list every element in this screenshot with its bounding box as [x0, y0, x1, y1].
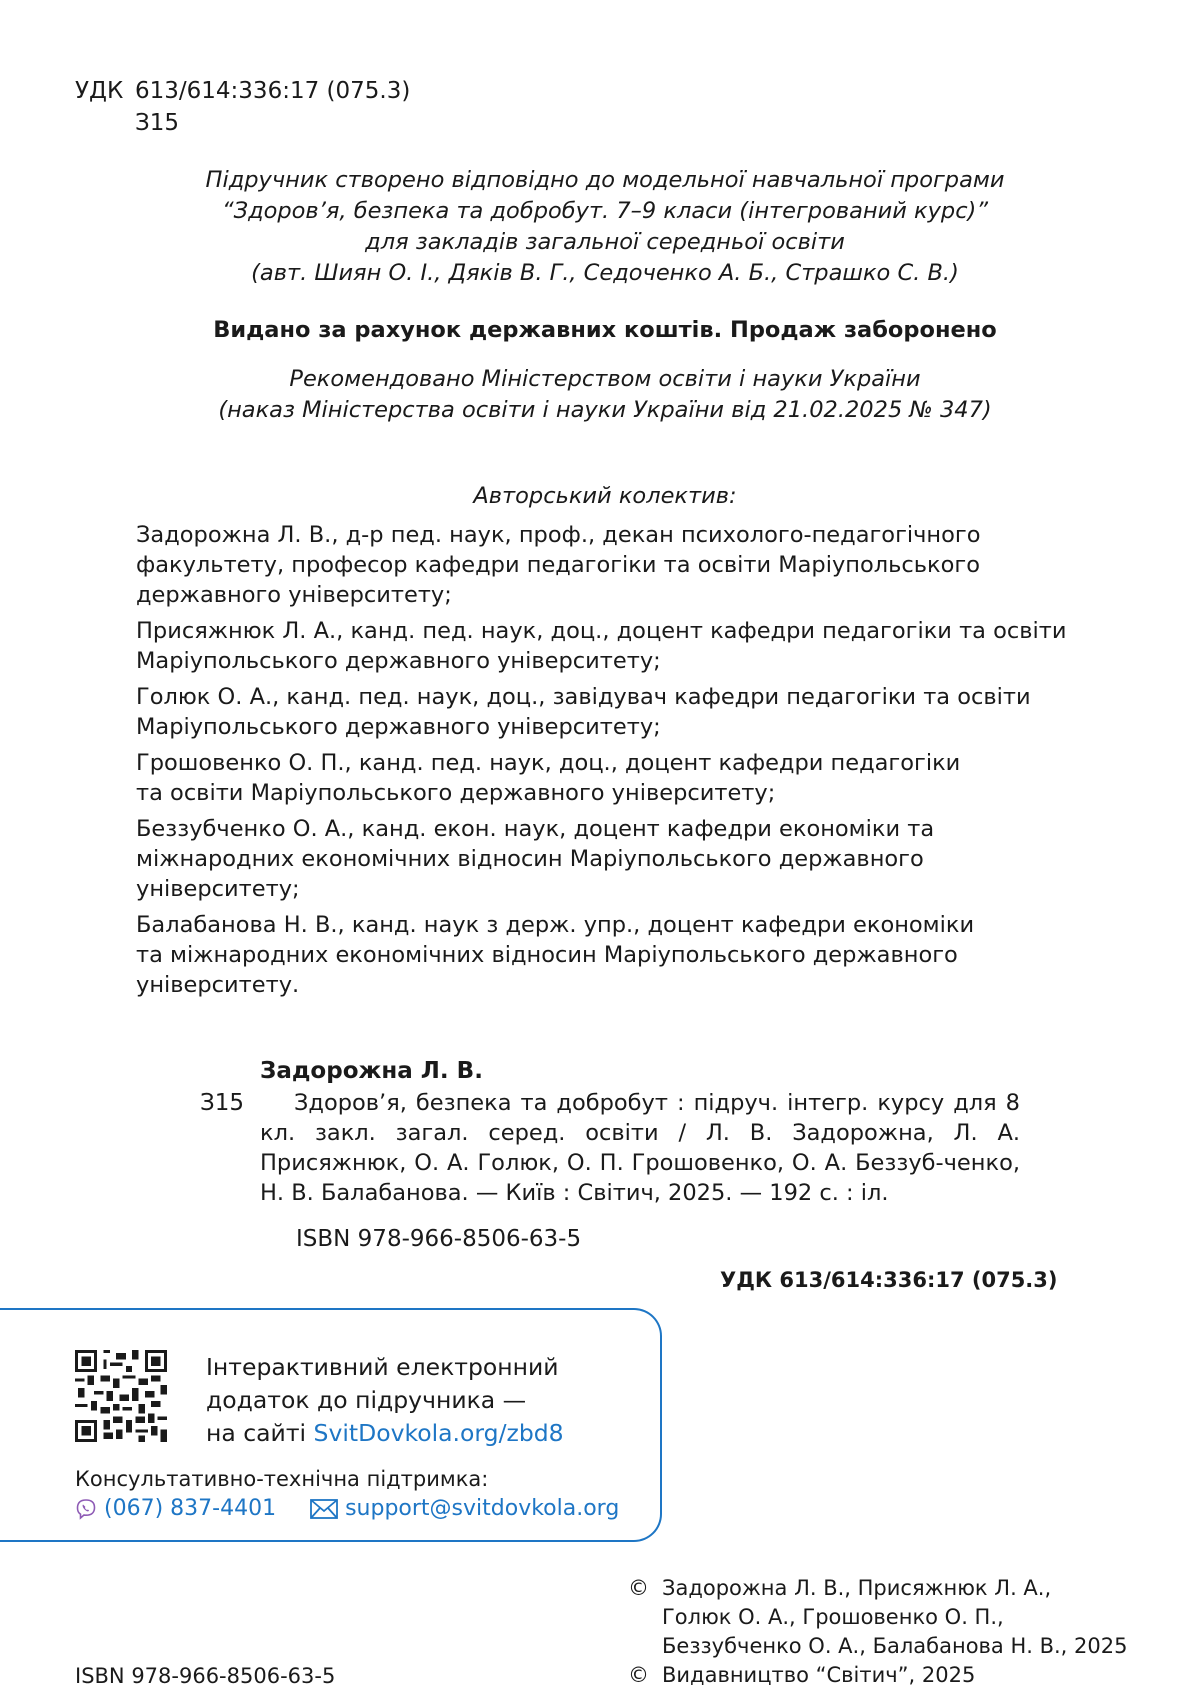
copyright-block	[628, 1574, 1127, 1690]
program-note-line: для закладів загальної середньої освіти	[365, 229, 845, 255]
program-note-line: “Здоров’я, безпека та добробут. 7–9 класи (інтегрований курс)”	[221, 198, 988, 224]
copyright-symbol: ©	[628, 1663, 649, 1687]
catalog-author: Задорожна Л. В.	[260, 1058, 483, 1084]
viber-icon	[75, 1498, 97, 1520]
udk-label: УДК	[75, 78, 124, 104]
authors-title: Авторський колектив:	[473, 483, 737, 509]
supplement-site-line	[206, 1417, 564, 1450]
copyright-authors-line: Задорожна Л. В., Присяжнюк Л. А.,	[662, 1576, 1052, 1600]
phone-number[interactable]: (067) 837-4401	[104, 1496, 277, 1521]
copyright-authors-line: Беззубченко О. А., Балабанова Н. В., 2025	[662, 1634, 1128, 1658]
recommendation	[0, 364, 1190, 426]
copyright-publisher: Видавництво “Світич”, 2025	[662, 1663, 976, 1687]
contact-line	[75, 1494, 619, 1524]
site-prefix: на сайті	[206, 1419, 314, 1447]
catalog-sign: З15	[200, 1090, 245, 1116]
copyright-authors-line: Голюк О. А., Грошовенко О. П.,	[662, 1605, 1004, 1629]
funding-note: Видано за рахунок державних коштів. Продаж заборонено	[213, 317, 997, 343]
author-entry: Голюк О. А., канд. пед. наук, доц., завідувач кафедри педагогіки та освіти Маріупольського державного університету;	[136, 684, 1031, 740]
isbn-bottom: ISBN 978-966-8506-63-5	[75, 1664, 336, 1688]
interactive-supplement	[206, 1351, 564, 1450]
udk-code-block	[135, 76, 410, 140]
udk-author-sign: З15	[135, 110, 180, 136]
program-note	[0, 165, 1190, 289]
author-entry: Задорожна Л. В., д-р пед. наук, проф., декан психолого-педагогічного факультету, професор кафедри педагогіки та освіти Маріупольського державного університету;	[136, 522, 981, 608]
qr-code-icon[interactable]	[75, 1350, 167, 1442]
author-entry: Беззубченко О. А., канд. екон. наук, доцент кафедри економіки та міжнародних економічних відносин Маріупольського державного університету;	[136, 816, 935, 902]
program-note-line: Підручник створено відповідно до модельної навчальної програми	[205, 167, 1005, 193]
udk-code: 613/614:336:17 (075.3)	[135, 78, 411, 104]
envelope-icon	[310, 1499, 338, 1519]
copyright-symbol: ©	[628, 1576, 649, 1600]
support-label: Консультативно-технічна підтримка:	[75, 1467, 489, 1491]
program-note-line: (авт. Шиян О. І., Дяків В. Г., Седоченко А. Б., Страшко С. В.)	[251, 260, 959, 286]
supplement-line: додаток до підручника —	[206, 1386, 527, 1414]
site-link[interactable]: SvitDovkola.org/zbd8	[313, 1419, 564, 1447]
support-email[interactable]: support@svitdovkola.org	[345, 1496, 620, 1521]
authors-list	[136, 520, 1086, 1006]
catalog-udk: УДК 613/614:336:17 (075.3)	[720, 1268, 1058, 1292]
catalog-isbn: ISBN 978-966-8506-63-5	[296, 1226, 582, 1252]
author-entry: Присяжнюк Л. А., канд. пед. наук, доц., доцент кафедри педагогіки та освіти Маріупольського державного університету;	[136, 618, 1067, 674]
author-entry: Грошовенко О. П., канд. пед. наук, доц., доцент кафедри педагогіки та освіти Маріупольського державного університету;	[136, 750, 961, 806]
recommendation-line: Рекомендовано Міністерством освіти і науки України	[289, 366, 921, 392]
author-entry: Балабанова Н. В., канд. наук з держ. упр., доцент кафедри економіки та міжнародних економічних відносин Маріупольського державного університету.	[136, 912, 975, 998]
recommendation-line: (наказ Міністерства освіти і науки України від 21.02.2025 № 347)	[218, 397, 992, 423]
supplement-line: Інтерактивний електронний	[206, 1353, 559, 1381]
catalog-description: Здоров’я, безпека та добробут : підруч. інтегр. курсу для 8 кл. закл. загал. серед. освіти / Л. В. Задорожна, Л. А. Присяжнюк, О. А. Голюк, О. П. Грошовенко, О. А. Беззуб-ченко, Н. В. Балабанова. — Київ : Світич, 2025. — 192 с. : іл.	[260, 1090, 1020, 1206]
